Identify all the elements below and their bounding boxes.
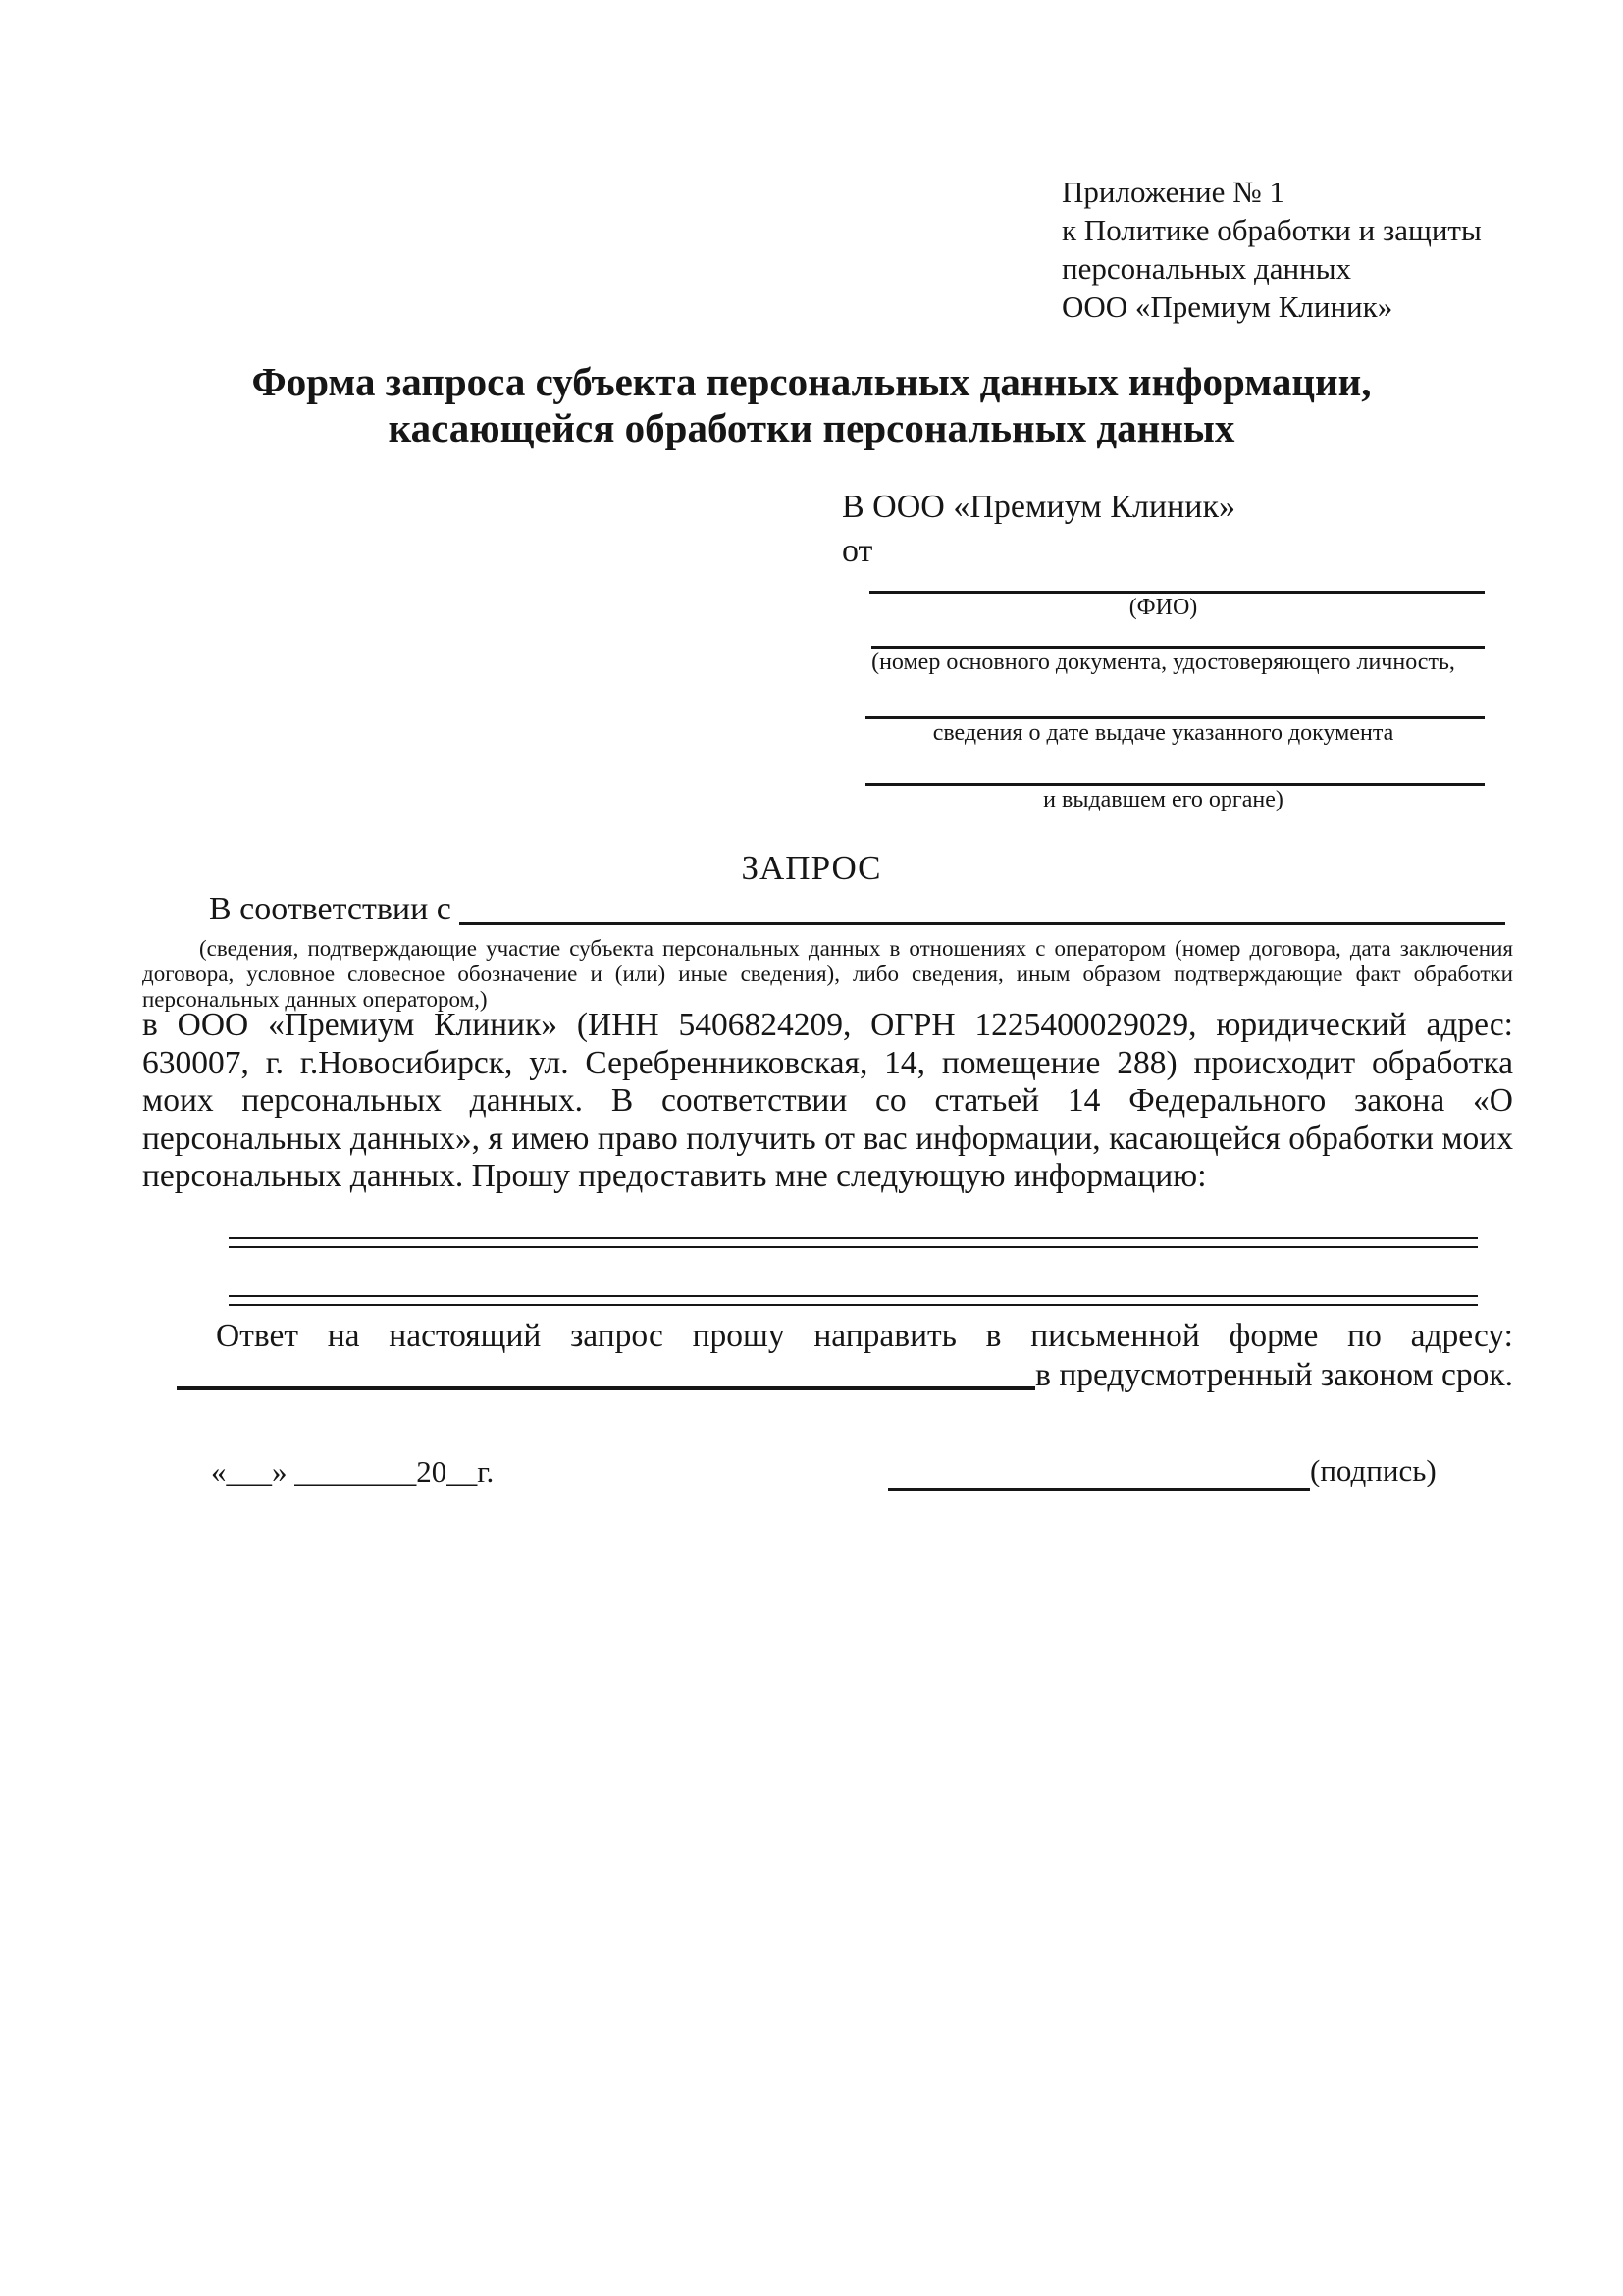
document-title-line-1: Форма запроса субъекта персональных данных информации, xyxy=(251,359,1372,404)
reply-address-write-line xyxy=(177,1386,1035,1390)
document-title-line-2: касающейся обработки персональных данных xyxy=(388,405,1235,450)
reply-address-intro: Ответ на настоящий запрос прошу направить в письменной форме по адресу: xyxy=(216,1318,1513,1354)
signature-write-line xyxy=(888,1453,1310,1491)
signature-caption: (подпись) xyxy=(1310,1453,1437,1487)
appendix-line: к Политике обработки и защиты xyxy=(1062,213,1482,247)
appendix-line: Приложение № 1 xyxy=(1062,175,1284,209)
information-write-line-1 xyxy=(229,1237,1478,1248)
signature-block xyxy=(888,1450,1437,1491)
document-title xyxy=(0,359,1623,451)
reply-address-line xyxy=(142,1356,1513,1395)
accordance-write-line xyxy=(459,889,1505,925)
date-write-line: «___» ________20__г. xyxy=(211,1454,495,1488)
accordance-line xyxy=(155,889,1505,930)
accordance-prefix: В соответствии с xyxy=(209,891,451,927)
fio-caption: (ФИО) xyxy=(1128,595,1198,620)
addressee-to: В ООО «Премиум Клиник» xyxy=(842,489,1236,525)
fio-write-line xyxy=(869,573,1485,594)
request-body-paragraph: в ООО «Премиум Клиник» (ИНН 5406824209, ОГРН 1225400029029, юридический адрес: 630007, г. г.Новосибирск, ул. Серебренниковская, 14, помещение 288) происходит обработка моих персональных данных. В соответствии со статьей 14 Федерального закона «О персональных данных», я имею право получить от вас информации, касающейся обработки моих персональных данных. Прошу предоставить мне следующую информацию: xyxy=(142,1007,1513,1194)
document-issue-date-write-line xyxy=(865,699,1485,719)
information-write-line-2 xyxy=(229,1295,1478,1306)
addressee-from-label: от xyxy=(842,533,873,569)
appendix-reference-block xyxy=(1062,173,1533,326)
document-number-caption: (номер основного документа, удостоверяющего личность, xyxy=(871,650,1455,675)
addressee-block xyxy=(842,485,1485,814)
document-issue-date-caption: сведения о дате выдаче указанного документа xyxy=(932,720,1394,746)
request-heading: ЗАПРОС xyxy=(741,849,882,887)
accordance-footnote: (сведения, подтверждающие участие субъекта персональных данных в отношениях с оператором (номер договора, дата заключения договора, условное словесное обозначение и (или) иные сведения), либо сведения, иным образом подтверждающие факт обработки персональных данных оператором,) xyxy=(142,936,1513,1012)
document-issuer-caption: и выдавшем его органе) xyxy=(1043,787,1283,812)
document-issuer-write-line xyxy=(865,765,1485,786)
appendix-line: персональных данных xyxy=(1062,251,1352,286)
appendix-line: ООО «Премиум Клиник» xyxy=(1062,289,1393,324)
document-number-write-line xyxy=(871,628,1485,649)
reply-address-suffix: в предусмотренный законом срок. xyxy=(1035,1357,1513,1393)
